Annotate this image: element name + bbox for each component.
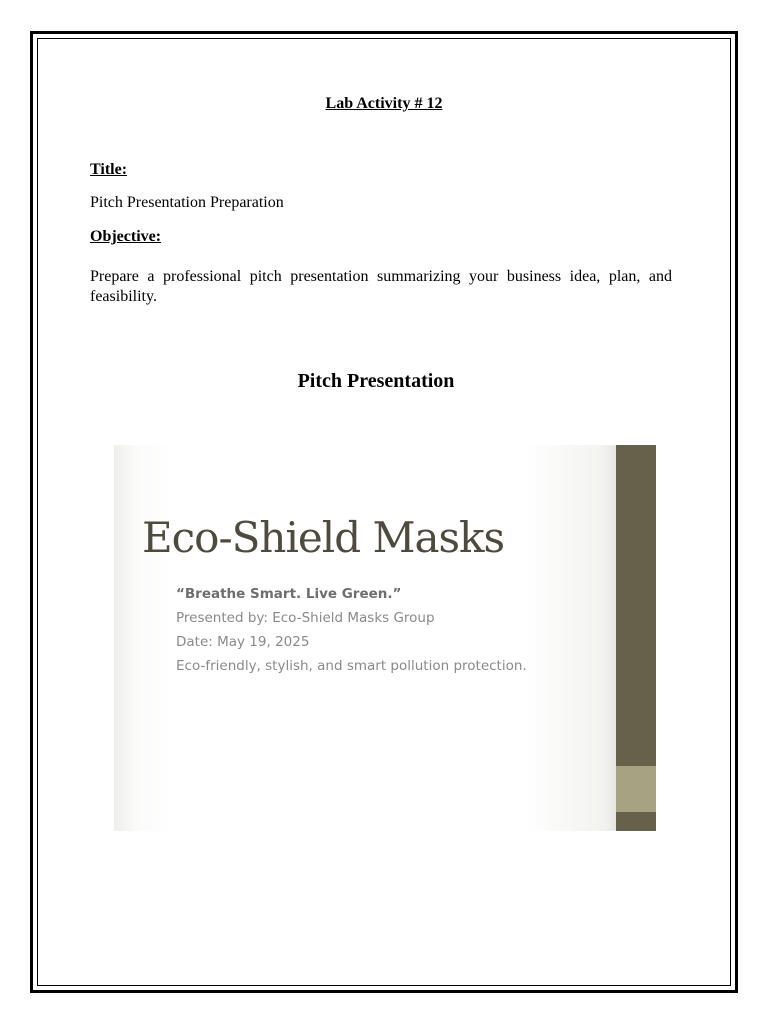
pitch-presentation-heading: Pitch Presentation	[297, 370, 455, 392]
objective-value: Prepare a professional pitch presentation summarizing your business idea, plan, and feasibility.	[90, 268, 672, 305]
title-label: Title:	[90, 161, 128, 178]
lab-activity-heading: Lab Activity # 12	[325, 95, 443, 112]
slide-tagline: “Breathe Smart. Live Green.”	[176, 586, 402, 602]
slide-date: Date: May 19, 2025	[176, 634, 310, 650]
slide-description: Eco-friendly, stylish, and smart pollution protection.	[176, 658, 527, 674]
slide-presented-by: Presented by: Eco-Shield Masks Group	[176, 610, 435, 626]
title-value: Pitch Presentation Preparation	[90, 194, 284, 211]
slide-subtitle-block	[176, 582, 527, 678]
objective-label: Objective:	[90, 228, 162, 245]
slide-side-bar-accent	[616, 766, 656, 812]
slide-title: Eco-Shield Masks	[142, 513, 505, 562]
title-slide-image	[114, 445, 656, 831]
